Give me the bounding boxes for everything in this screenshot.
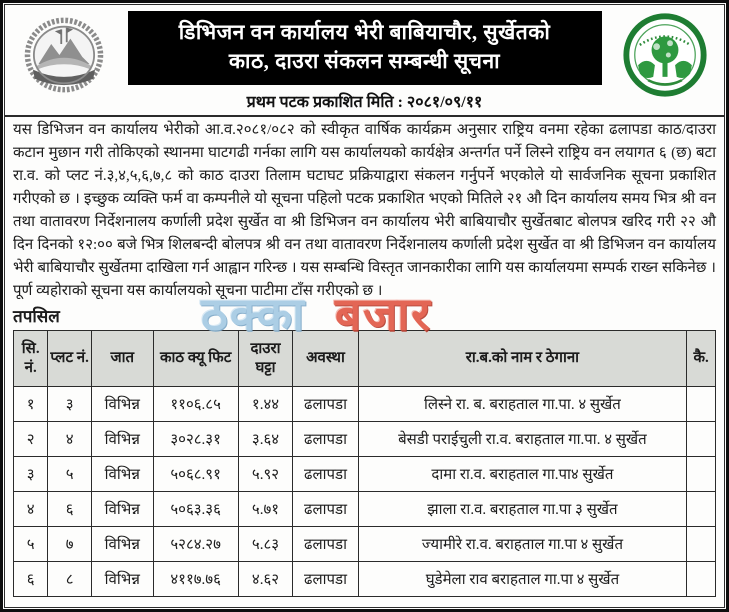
title-line-2: काठ, दाउरा संकलन सम्बन्धी सूचना: [228, 49, 501, 73]
column-header-condition: अवस्था: [293, 331, 358, 387]
table-cell: विभिन्न: [91, 457, 153, 492]
table-header-row: [14, 331, 716, 387]
table-cell: [687, 387, 716, 422]
table-cell: घुडेमेला राव बराहताल गा.पा ४ सुर्खेत: [358, 562, 687, 597]
table-cell: दामा रा.व. बराहताल गा.पा४ सुर्खेत: [358, 457, 687, 492]
table-cell: ५.७१: [238, 492, 293, 527]
table-cell: ३: [48, 387, 92, 422]
table-cell: २: [14, 422, 48, 457]
table-cell: [687, 422, 716, 457]
notice-paragraph: यस डिभिजन वन कार्यालय भेरीको आ.व.२०८१/०८२ को स्वीकृत वार्षिक कार्यक्रम अनुसार राष्ट्रिय वनमा रहेका ढलापडा काठ/दाउरा कटान मुछान गरी तोकिएको स्थानमा घाटगढी गर्नका लागि यस कार्यालयको कार्यक्षेत्र अन्तर्गत पर्ने लिस्ने राष्ट्रिय वन लयागत ६ (छ) बटा रा.व. को प्लट नं.३,४,५,६,७,८ को काठ दाउरा तिलाम घटाघट प्रक्रियाद्वारा संकलन गर्नुपर्ने भएकोले यो सार्वजनिक सूचना प्रकाशित गरीएको छ । इच्छुक व्यक्ति फर्म वा कम्पनीले यो सूचना पहिलो पटक प्रकाशित भएको मितिले २१ औ दिन कार्यालय समय भित्र श्री वन तथा वातावरण निर्देशनालय कर्णाली प्रदेश सुर्खेत वा श्री डिभिजन वन कार्यालय भेरी बाबियाचौर सुर्खेतबाट बोलपत्र खरिद गरी २२ औ दिन दिनको १२:०० बजे भित्र शिलबन्दी बोलपत्र श्री वन तथा वातावरण निर्देशनालय कर्णाली प्रदेश सुर्खेत वा श्री डिभिजन वन कार्यालय भेरी बाबियाचौर सुर्खेतमा दाखिला गर्न आह्वान गरिन्छ । यस सम्बन्धि विस्तृत जानकारीका लागि यस कार्यालयमा सम्पर्क राख्न सकिनेछ । पूर्ण व्यहोराको सूचना यस कार्यालयको सूचना पाटीमा टाँस गरीएको छ ।: [13, 122, 716, 299]
table-row: [14, 492, 716, 527]
table-cell: बेसडी पराईचुली रा.व. बराहताल गा.पा. ४ सुर्खेत: [358, 422, 687, 457]
title-line-1: डिभिजन वन कार्यालय भेरी बाबियाचौर, सुर्खेतको: [178, 20, 551, 44]
table-cell: ३: [14, 457, 48, 492]
table-cell: ४: [48, 422, 92, 457]
table-cell: ४.६२: [238, 562, 293, 597]
table-cell: १: [14, 387, 48, 422]
table-cell: ११०६.८५: [153, 387, 238, 422]
table-cell: ६: [14, 562, 48, 597]
table-cell: ५.८३: [238, 527, 293, 562]
column-header-remarks: कै.: [687, 331, 716, 387]
table-row: [14, 457, 716, 492]
table-cell: ढलापडा: [293, 562, 358, 597]
table-cell: विभिन्न: [91, 527, 153, 562]
header-divider: [5, 115, 724, 117]
column-header-firewood-chatta: दाउरा घट्टा: [238, 331, 293, 387]
table-cell: विभिन्न: [91, 492, 153, 527]
table-cell: [687, 492, 716, 527]
column-header-wood-cuft: काठ क्यू फिट: [153, 331, 238, 387]
table-cell: ४: [14, 492, 48, 527]
table-cell: ढलापडा: [293, 492, 358, 527]
table-cell: ५.९२: [238, 457, 293, 492]
nepal-government-emblem-icon: [18, 13, 110, 102]
schedule-label: तपसिल: [13, 307, 60, 326]
table-cell: ४११७.७६: [153, 562, 238, 597]
column-header-plot-no: प्लट नं.: [48, 331, 92, 387]
watermark-word-2: बजार: [334, 288, 432, 340]
table-cell: लिस्ने रा. ब. बराहताल गा.पा. ४ सुर्खेत: [358, 387, 687, 422]
table-cell: ढलापडा: [293, 422, 358, 457]
table-cell: ७: [48, 527, 92, 562]
left-logo-box: [13, 9, 115, 102]
column-header-species: जात: [91, 331, 153, 387]
table-cell: ढलापडा: [293, 457, 358, 492]
table-cell: विभिन्न: [91, 422, 153, 457]
column-header-serial-no: सि. नं.: [14, 331, 48, 387]
table-cell: [687, 562, 716, 597]
table-cell: [687, 527, 716, 562]
watermark-word-1: ठक्का: [201, 288, 307, 340]
table-cell: ५०६३.३६: [153, 492, 238, 527]
published-date-line: प्रथम पटक प्रकाशित मिति : २०८१/०९/११: [246, 94, 483, 111]
table-cell: ढलापडा: [293, 527, 358, 562]
table-cell: ५२८४.२७: [153, 527, 238, 562]
table-cell: ५: [48, 457, 92, 492]
table-cell: ५०६८.९१: [153, 457, 238, 492]
table-cell: [687, 457, 716, 492]
table-cell: विभिन्न: [91, 562, 153, 597]
table-row: [14, 562, 716, 597]
table-cell: ६: [48, 492, 92, 527]
table-cell: झाला रा.व. बराहताल गा.पा ३ सुर्खेत: [358, 492, 687, 527]
table-cell: ८: [48, 562, 92, 597]
title-stack: [115, 9, 614, 112]
table-row: [14, 387, 716, 422]
column-header-forest-name-address: रा.ब.को नाम र ठेगाना: [358, 331, 687, 387]
header: [13, 9, 716, 112]
table-row: [14, 422, 716, 457]
notice-title-banner: [128, 11, 602, 85]
table-cell: ढलापडा: [293, 387, 358, 422]
right-logo-box: [614, 9, 716, 102]
table-row: [14, 527, 716, 562]
forest-department-emblem-icon: [623, 13, 707, 102]
table-body: [14, 387, 716, 597]
table-cell: ३.६४: [238, 422, 293, 457]
table-cell: ज्यामीरे रा.व. बराहताल गा.पा ४ सुर्खेत: [358, 527, 687, 562]
table-cell: ५: [14, 527, 48, 562]
table-cell: ३०२८.३१: [153, 422, 238, 457]
notice-inner-frame: [4, 4, 725, 608]
table-cell: १.४४: [238, 387, 293, 422]
auction-table: [13, 330, 716, 597]
table-cell: विभिन्न: [91, 387, 153, 422]
